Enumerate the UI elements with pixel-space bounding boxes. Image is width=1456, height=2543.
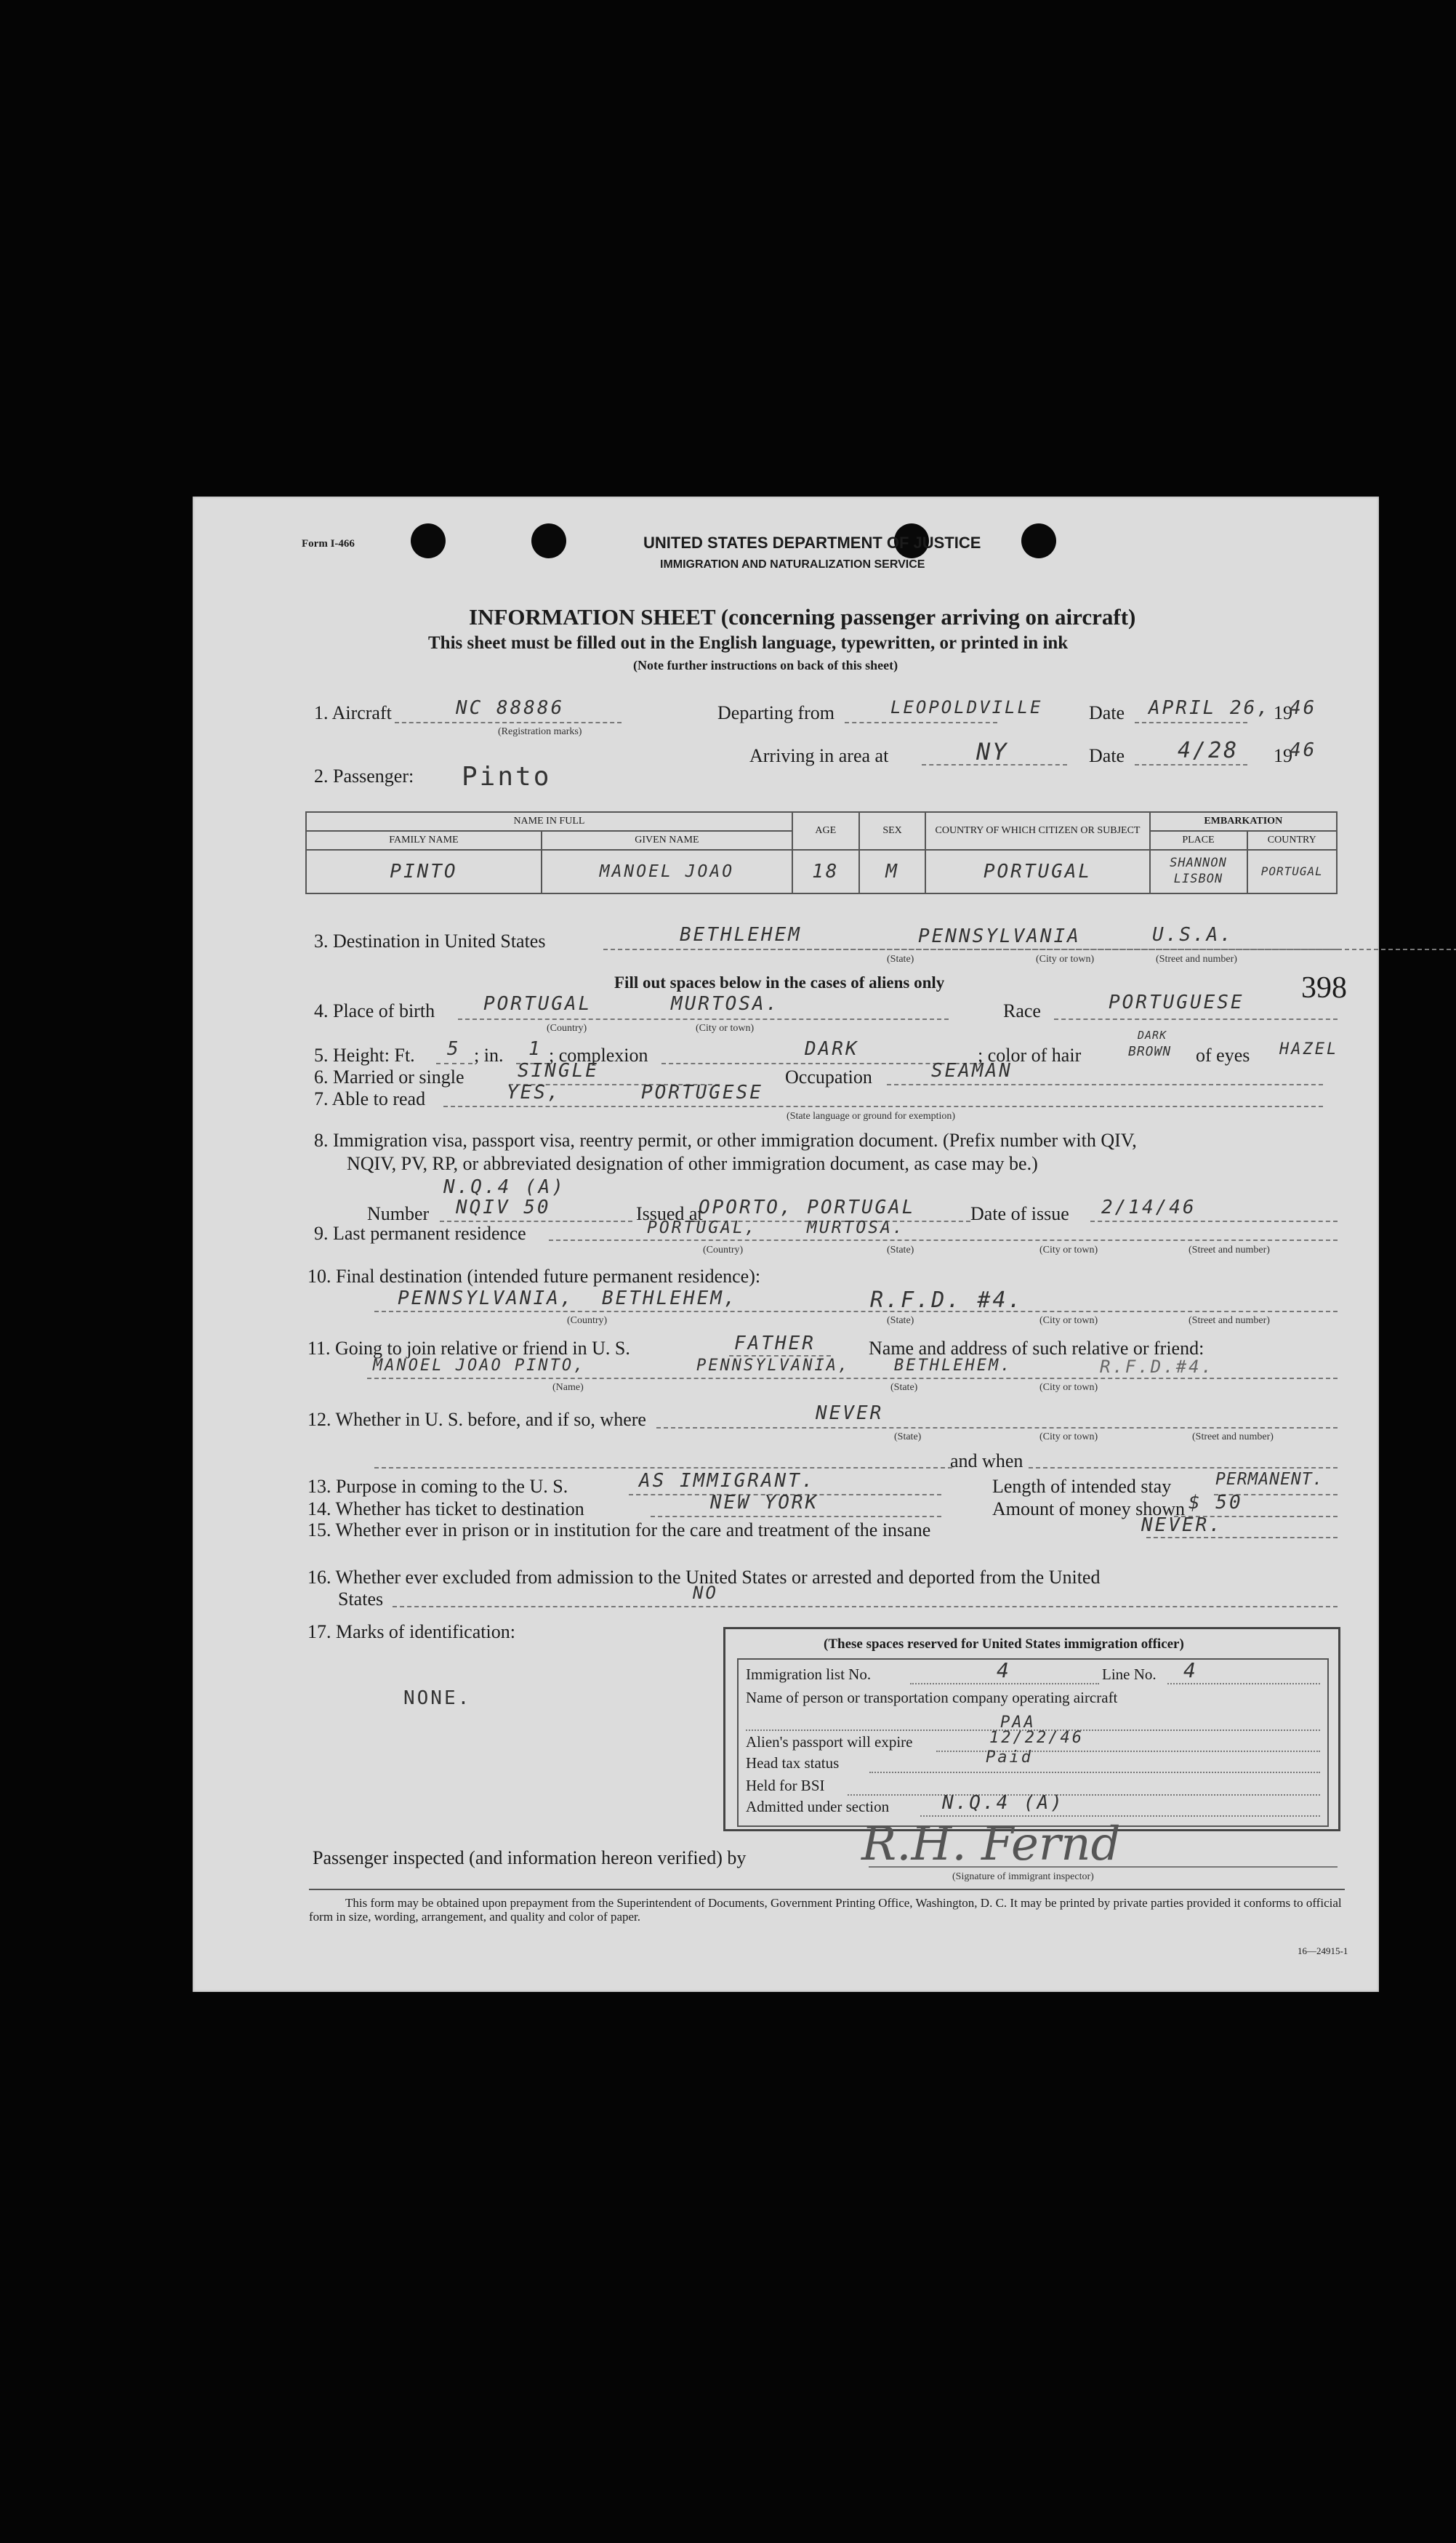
join-value: FATHER (734, 1333, 816, 1354)
country-header: COUNTRY (1247, 831, 1338, 850)
depart-century: 19 (1274, 702, 1292, 723)
complexion-label: ; complexion (549, 1045, 648, 1066)
name-caption: (Name) (552, 1382, 584, 1393)
relative-label: Name and address of such relative or friend: (869, 1338, 1204, 1359)
married-value: SINGLE (518, 1060, 599, 1082)
embarkation-header: EMBARKATION (1150, 812, 1337, 831)
visa-label-2: NQIV, PV, RP, or abbreviated designation of other immigration document, as case may be.) (347, 1153, 1038, 1174)
city-caption: (City or town) (696, 1023, 755, 1034)
read-value-1: YES, (507, 1082, 561, 1104)
race-label: Race (1003, 1000, 1041, 1021)
family-name-header: FAMILY NAME (306, 831, 542, 850)
print-code: 16—24915-1 (1298, 1945, 1348, 1956)
money-label: Amount of money shown (992, 1498, 1186, 1519)
residence-country: PORTUGAL, (647, 1218, 757, 1237)
marks-label: 17. Marks of identification: (307, 1621, 515, 1642)
read-caption: (State language or ground for exemption) (787, 1111, 956, 1122)
final-city: BETHLEHEM, (602, 1287, 738, 1309)
arrive-year: 46 (1290, 739, 1317, 761)
departing-label: Departing from (717, 702, 835, 723)
line-no-label: Line No. (1102, 1666, 1157, 1683)
residence-label: 9. Last permanent residence (314, 1223, 526, 1244)
passenger-label: 2. Passenger: (314, 766, 414, 787)
occupation-label: Occupation (785, 1066, 872, 1088)
and-when-label: and when (950, 1450, 1023, 1471)
read-value-2: PORTUGESE (641, 1082, 763, 1104)
state-caption: (State) (894, 1431, 922, 1442)
race-value: PORTUGUESE (1109, 992, 1244, 1013)
eyes-label: of eyes (1196, 1045, 1250, 1066)
final-country: PENNSYLVANIA, (398, 1287, 574, 1309)
inspector-signature: R.H. Fernd (861, 1817, 1121, 1871)
instruction-text: This sheet must be filled out in the English language, typewritten, or printed in ink (428, 633, 1069, 653)
street-caption: (Street and number) (1188, 1245, 1270, 1256)
age-header: AGE (792, 812, 859, 850)
complexion-value: DARK (805, 1038, 859, 1060)
street-caption: (Street and number) (1156, 954, 1237, 965)
state-caption: (State) (887, 954, 914, 965)
signature-caption: (Signature of immigrant inspector) (952, 1871, 1094, 1882)
issue-date-label: Date of issue (970, 1203, 1069, 1224)
relative-street: R.F.D.#4. (1100, 1357, 1215, 1377)
officer-box-title: (These spaces reserved for United States immigration officer) (824, 1636, 1184, 1652)
issued-at-value: OPORTO, PORTUGAL (699, 1197, 916, 1218)
before-label: 12. Whether in U. S. before, and if so, where (307, 1409, 646, 1430)
transport-value: PAA (1000, 1714, 1036, 1732)
ticket-value: NEW YORK (710, 1492, 819, 1514)
name-in-full-header: NAME IN FULL (306, 812, 792, 831)
depart-date-label: Date (1089, 702, 1125, 723)
emb-country-value: PORTUGAL (1260, 864, 1323, 878)
destination-city: PENNSYLVANIA (918, 925, 1081, 947)
final-street: R.F.D. #4. (870, 1287, 1023, 1313)
street-caption: (Street and number) (1192, 1431, 1274, 1442)
stay-label: Length of intended stay (992, 1476, 1172, 1497)
aircraft-value: NC 88886 (456, 697, 565, 719)
doc-number: NQIV 50 (456, 1197, 551, 1218)
imm-list-label: Immigration list No. (746, 1666, 872, 1683)
state-caption: (State) (890, 1382, 918, 1393)
passenger-name: Pinto (462, 762, 552, 792)
arrive-date-label: Date (1089, 745, 1125, 766)
city-caption: (City or town) (1039, 1245, 1098, 1256)
arriving-value: NY (976, 738, 1009, 766)
purpose-value: AS IMMIGRANT. (639, 1470, 816, 1492)
departing-value: LEOPOLDVILLE (890, 697, 1043, 718)
ticket-label: 14. Whether has ticket to destination (307, 1498, 584, 1519)
relative-city: BETHLEHEM. (894, 1357, 1013, 1375)
admitted-label: Admitted under section (746, 1798, 890, 1815)
aliens-only-heading: Fill out spaces below in the cases of aliens only (614, 973, 945, 992)
information-sheet-form (193, 497, 1379, 1992)
citizen-header: COUNTRY OF WHICH CITIZEN OR SUBJECT (925, 812, 1149, 850)
registration-caption: (Registration marks) (498, 726, 582, 737)
emb-place-1: SHANNON (1170, 856, 1227, 870)
passenger-table (305, 811, 1338, 894)
height-in-label: ; in. (474, 1045, 504, 1066)
punch-hole (1021, 523, 1056, 558)
line-no-value: 4 (1183, 1658, 1198, 1682)
hair-label: ; color of hair (978, 1045, 1082, 1066)
inspected-label: Passenger inspected (and information hereon verified) by (313, 1847, 747, 1868)
passport-exp-value: 12/22/46 (989, 1729, 1084, 1747)
excluded-value: NO (693, 1583, 718, 1603)
purpose-label: 13. Purpose in coming to the U. S. (307, 1476, 568, 1497)
given-name-header: GIVEN NAME (542, 831, 792, 850)
money-value: $ 50 (1188, 1492, 1243, 1514)
sex-value: M (885, 861, 899, 883)
form-number: Form I-466 (302, 538, 355, 550)
transport-label: Name of person or transportation company operating aircraft (746, 1689, 1118, 1706)
number-label: Number (367, 1203, 430, 1224)
stay-value: PERMANENT. (1215, 1470, 1324, 1489)
head-tax-value: Paid (986, 1748, 1033, 1767)
join-label: 11. Going to join relative or friend in U. S. (307, 1338, 630, 1359)
imm-list-value: 4 (997, 1658, 1011, 1682)
place-header: PLACE (1150, 831, 1247, 850)
city-caption: (City or town) (1039, 1382, 1098, 1393)
height-label: 5. Height: Ft. (314, 1045, 415, 1066)
arriving-label: Arriving in area at (749, 745, 889, 766)
residence-city: MURTOSA. (807, 1218, 905, 1237)
before-value: NEVER (816, 1402, 884, 1424)
held-bsi-label: Held for BSI (746, 1777, 825, 1794)
read-label: 7. Able to read (314, 1088, 426, 1109)
eyes-value: HAZEL (1279, 1040, 1339, 1058)
hair-value-2: BROWN (1128, 1044, 1172, 1059)
final-destination-label: 10. Final destination (intended future permanent residence): (307, 1266, 761, 1287)
relative-state: PENNSYLVANIA, (696, 1357, 850, 1375)
destination-label: 3. Destination in United States (314, 931, 546, 952)
city-caption: (City or town) (1039, 1431, 1098, 1442)
height-ft: 5 (447, 1038, 461, 1060)
birth-country: PORTUGAL (483, 993, 592, 1015)
destination-state: BETHLEHEM (680, 924, 802, 946)
sex-header: SEX (859, 812, 926, 850)
arrive-date-value: 4/28 (1178, 738, 1239, 763)
department-heading: UNITED STATES DEPARTMENT OF JUSTICE (643, 534, 981, 552)
excluded-label-1: 16. Whether ever excluded from admission to the United States or arrested and deported from the United (307, 1567, 1101, 1588)
issue-date-value: 2/14/46 (1101, 1197, 1196, 1218)
page-title: INFORMATION SHEET (concerning passenger arriving on aircraft) (469, 604, 1136, 630)
marks-value: NONE. (403, 1687, 472, 1709)
punch-hole (411, 523, 446, 558)
destination-street: U.S.A. (1152, 924, 1234, 946)
given-name-value: MANOEL JOAO (599, 862, 735, 881)
page-number: 398 (1301, 971, 1347, 1005)
service-heading: IMMIGRATION AND NATURALIZATION SERVICE (660, 558, 925, 571)
emb-place-2: LISBON (1173, 872, 1223, 886)
admitted-value: N.Q.4 (A) (942, 1792, 1064, 1814)
hair-value-1: DARK (1138, 1029, 1167, 1042)
country-caption: (Country) (547, 1023, 587, 1034)
citizen-value: PORTUGAL (983, 861, 1093, 883)
state-caption: (State) (887, 1245, 914, 1256)
state-caption: (State) (887, 1315, 914, 1326)
birth-label: 4. Place of birth (314, 1000, 435, 1021)
country-caption: (Country) (567, 1315, 608, 1326)
excluded-label-2: States (338, 1588, 384, 1610)
head-tax-label: Head tax status (746, 1754, 840, 1772)
prison-label: 15. Whether ever in prison or in institution for the care and treatment of the insane (307, 1519, 931, 1540)
note-text: (Note further instructions on back of this sheet) (633, 658, 898, 672)
age-value: 18 (812, 861, 840, 883)
married-label: 6. Married or single (314, 1066, 464, 1088)
city-caption: (City or town) (1039, 1315, 1098, 1326)
arrive-century: 19 (1274, 745, 1292, 766)
passport-exp-label: Alien's passport will expire (746, 1733, 913, 1751)
birth-city: MURTOSA. (671, 993, 780, 1015)
family-name-value: PINTO (390, 861, 458, 883)
occupation-value: SEAMAN (931, 1060, 1013, 1082)
relative-name: MANOEL JOAO PINTO, (373, 1357, 586, 1375)
doc-prefix: N.Q.4 (A) (443, 1176, 566, 1198)
prison-value: NEVER. (1141, 1514, 1223, 1536)
depart-year: 46 (1290, 697, 1317, 719)
street-caption: (Street and number) (1188, 1315, 1270, 1326)
height-in: 1 (528, 1038, 542, 1060)
officer-box (723, 1627, 1340, 1831)
visa-label-1: 8. Immigration visa, passport visa, reentry permit, or other immigration document. (Prefix number with QIV, (314, 1130, 1137, 1151)
footer-text: This form may be obtained upon prepayment from the Superintendent of Documents, Government Printing Office, Washington, D. C. It may be printed by private parties provided it conforms to official form in size, wording, arrangement, and quality and color of paper. (309, 1896, 1342, 1924)
aircraft-label: 1. Aircraft (314, 702, 392, 723)
punch-hole (531, 523, 566, 558)
city-caption: (City or town) (1036, 954, 1095, 965)
country-caption: (Country) (703, 1245, 744, 1256)
depart-date-value: APRIL 26, (1149, 697, 1271, 719)
issued-at-label: Issued at (636, 1203, 703, 1224)
